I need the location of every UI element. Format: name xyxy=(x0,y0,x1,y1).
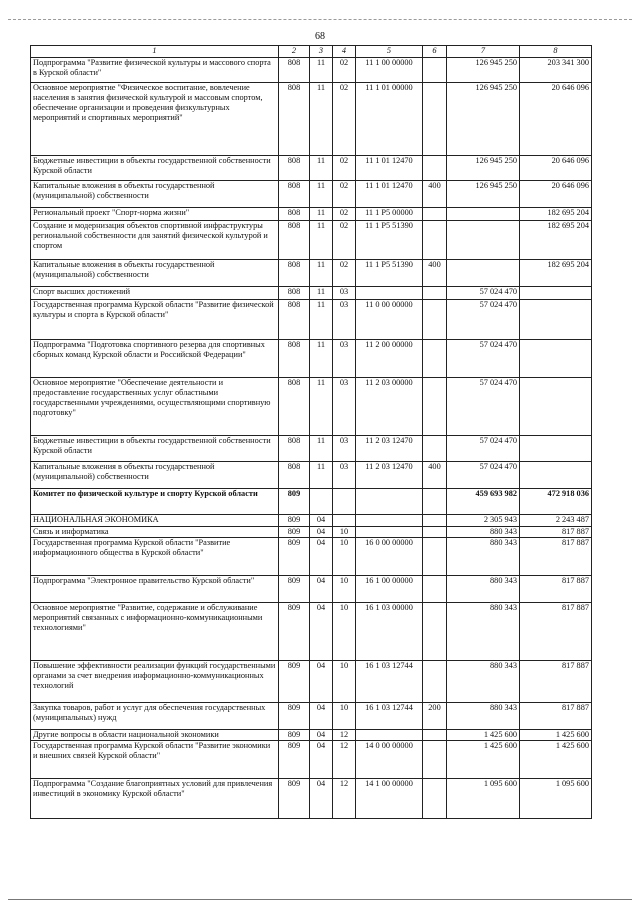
item-name: Капитальные вложения в объекты государственной (муниципальной) собственности xyxy=(31,260,279,287)
amount-year-2 xyxy=(520,287,592,300)
item-name: Региональный проект "Спорт-норма жизни" xyxy=(31,208,279,221)
item-name: Создание и модернизация объектов спортивной инфраструктуры региональной собственности для занятий физической культурой и спортом xyxy=(31,221,279,260)
subsection-code: 12 xyxy=(333,730,356,741)
section-code: 11 xyxy=(310,208,333,221)
ministry-code: 808 xyxy=(279,287,310,300)
col-header: 6 xyxy=(423,46,447,58)
amount-year-1: 126 945 250 xyxy=(447,58,520,83)
amount-year-2: 2 243 487 xyxy=(520,515,592,527)
subsection-code: 10 xyxy=(333,603,356,661)
ministry-code: 808 xyxy=(279,181,310,208)
item-name: Закупка товаров, работ и услуг для обеспечения государственных (муниципальных) нужд xyxy=(31,703,279,730)
col-header: 5 xyxy=(356,46,423,58)
target-article: 11 2 03 00000 xyxy=(356,378,423,436)
table-row xyxy=(31,703,592,730)
amount-year-2: 817 887 xyxy=(520,527,592,538)
target-article: 16 1 03 12744 xyxy=(356,661,423,703)
subsection-code: 02 xyxy=(333,260,356,287)
amount-year-2: 20 646 096 xyxy=(520,156,592,181)
target-article: 11 0 00 00000 xyxy=(356,300,423,340)
subsection-code xyxy=(333,515,356,527)
expense-type xyxy=(423,221,447,260)
col-header: 1 xyxy=(31,46,279,58)
section-code: 11 xyxy=(310,436,333,462)
amount-year-2 xyxy=(520,436,592,462)
ministry-code: 809 xyxy=(279,661,310,703)
subsection-code: 02 xyxy=(333,208,356,221)
table-row xyxy=(31,260,592,287)
table-row xyxy=(31,300,592,340)
amount-year-2: 817 887 xyxy=(520,661,592,703)
col-header: 4 xyxy=(333,46,356,58)
expense-type xyxy=(423,156,447,181)
ministry-code: 809 xyxy=(279,730,310,741)
amount-year-1: 126 945 250 xyxy=(447,181,520,208)
amount-year-1: 57 024 470 xyxy=(447,378,520,436)
item-name: Капитальные вложения в объекты государственной (муниципальной) собственности xyxy=(31,462,279,489)
amount-year-1: 880 343 xyxy=(447,603,520,661)
subsection-code: 10 xyxy=(333,538,356,576)
amount-year-2: 203 341 300 xyxy=(520,58,592,83)
table-row xyxy=(31,741,592,779)
table-row xyxy=(31,156,592,181)
amount-year-1: 880 343 xyxy=(447,661,520,703)
target-article: 11 1 P5 51390 xyxy=(356,260,423,287)
item-name: Другие вопросы в области национальной экономики xyxy=(31,730,279,741)
expense-type: 400 xyxy=(423,260,447,287)
item-name: Основное мероприятие "Физическое воспитание, вовлечение населения в занятия физической культурой и массовым спортом, обеспечение организации и проведения физкультурных мероприятий и спортивных мероприятий" xyxy=(31,83,279,156)
target-article: 14 1 00 00000 xyxy=(356,779,423,819)
subsection-code: 03 xyxy=(333,340,356,378)
expense-type: 200 xyxy=(423,703,447,730)
col-header: 2 xyxy=(279,46,310,58)
expense-type xyxy=(423,300,447,340)
ministry-code: 809 xyxy=(279,741,310,779)
item-name: Подпрограмма "Развитие физической культуры и массового спорта в Курской области" xyxy=(31,58,279,83)
amount-year-2 xyxy=(520,340,592,378)
expense-type xyxy=(423,779,447,819)
subsection-code: 12 xyxy=(333,779,356,819)
ministry-code: 809 xyxy=(279,538,310,576)
section-code: 04 xyxy=(310,538,333,576)
amount-year-1: 880 343 xyxy=(447,538,520,576)
expense-type xyxy=(423,378,447,436)
amount-year-2: 817 887 xyxy=(520,576,592,603)
expense-type xyxy=(423,661,447,703)
table-row xyxy=(31,287,592,300)
item-name: Подпрограмма "Электронное правительство Курской области" xyxy=(31,576,279,603)
target-article: 16 1 03 00000 xyxy=(356,603,423,661)
target-article: 16 1 00 00000 xyxy=(356,576,423,603)
target-article: 11 2 03 12470 xyxy=(356,462,423,489)
subsection-code: 02 xyxy=(333,221,356,260)
subsection-code: 03 xyxy=(333,287,356,300)
target-article: 11 1 P5 51390 xyxy=(356,221,423,260)
expense-type xyxy=(423,741,447,779)
section-code: 11 xyxy=(310,181,333,208)
amount-year-2: 182 695 204 xyxy=(520,260,592,287)
table-row xyxy=(31,378,592,436)
col-header: 3 xyxy=(310,46,333,58)
subsection-code: 02 xyxy=(333,83,356,156)
table-row xyxy=(31,208,592,221)
amount-year-2: 20 646 096 xyxy=(520,181,592,208)
section-code: 11 xyxy=(310,300,333,340)
subsection-code: 10 xyxy=(333,703,356,730)
scan-bottom-edge xyxy=(8,899,632,900)
target-article: 11 1 00 00000 xyxy=(356,58,423,83)
ministry-code: 808 xyxy=(279,378,310,436)
section-code: 11 xyxy=(310,260,333,287)
amount-year-2 xyxy=(520,378,592,436)
ministry-code: 808 xyxy=(279,436,310,462)
section-code xyxy=(310,489,333,515)
section-code: 04 xyxy=(310,603,333,661)
item-name: Связь и информатика xyxy=(31,527,279,538)
subsection-code: 10 xyxy=(333,661,356,703)
table-row xyxy=(31,489,592,515)
ministry-code: 809 xyxy=(279,603,310,661)
table-row xyxy=(31,181,592,208)
ministry-code: 808 xyxy=(279,83,310,156)
expense-type xyxy=(423,576,447,603)
section-code: 04 xyxy=(310,527,333,538)
target-article: 11 1 01 00000 xyxy=(356,83,423,156)
expense-type xyxy=(423,340,447,378)
amount-year-2: 817 887 xyxy=(520,538,592,576)
expense-type xyxy=(423,527,447,538)
subsection-code: 03 xyxy=(333,378,356,436)
expense-type: 400 xyxy=(423,462,447,489)
amount-year-1: 1 095 600 xyxy=(447,779,520,819)
section-code: 04 xyxy=(310,515,333,527)
target-article xyxy=(356,527,423,538)
table-row xyxy=(31,730,592,741)
subsection-code: 03 xyxy=(333,462,356,489)
item-name: Капитальные вложения в объекты государственной (муниципальной) собственности xyxy=(31,181,279,208)
expense-type xyxy=(423,515,447,527)
target-article: 16 1 03 12744 xyxy=(356,703,423,730)
subsection-code: 02 xyxy=(333,181,356,208)
target-article: 14 0 00 00000 xyxy=(356,741,423,779)
ministry-code: 808 xyxy=(279,208,310,221)
expense-type: 400 xyxy=(423,181,447,208)
amount-year-1: 57 024 470 xyxy=(447,300,520,340)
subsection-code: 02 xyxy=(333,156,356,181)
target-article xyxy=(356,515,423,527)
expense-type xyxy=(423,58,447,83)
expense-type xyxy=(423,603,447,661)
table-row xyxy=(31,515,592,527)
ministry-code: 809 xyxy=(279,515,310,527)
target-article: 11 1 01 12470 xyxy=(356,156,423,181)
item-name: Комитет по физической культуре и спорту Курской области xyxy=(31,489,279,515)
expense-type xyxy=(423,436,447,462)
ministry-code: 808 xyxy=(279,221,310,260)
section-code: 11 xyxy=(310,58,333,83)
expense-type xyxy=(423,287,447,300)
amount-year-1: 880 343 xyxy=(447,703,520,730)
scan-top-edge xyxy=(8,19,632,20)
col-header: 8 xyxy=(520,46,592,58)
amount-year-1: 880 343 xyxy=(447,576,520,603)
ministry-code: 808 xyxy=(279,300,310,340)
table-row xyxy=(31,576,592,603)
col-header: 7 xyxy=(447,46,520,58)
table-row xyxy=(31,779,592,819)
amount-year-1: 57 024 470 xyxy=(447,287,520,300)
amount-year-1: 1 425 600 xyxy=(447,730,520,741)
amount-year-1: 57 024 470 xyxy=(447,340,520,378)
item-name: Государственная программа Курской области "Развитие экономики и внешних связей Курской области" xyxy=(31,741,279,779)
target-article xyxy=(356,287,423,300)
amount-year-1: 126 945 250 xyxy=(447,156,520,181)
expense-type xyxy=(423,538,447,576)
item-name: Бюджетные инвестиции в объекты государственной собственности Курской области xyxy=(31,156,279,181)
amount-year-1 xyxy=(447,221,520,260)
subsection-code: 10 xyxy=(333,527,356,538)
subsection-code: 10 xyxy=(333,576,356,603)
ministry-code: 808 xyxy=(279,462,310,489)
section-code: 11 xyxy=(310,156,333,181)
table-row xyxy=(31,340,592,378)
section-code: 11 xyxy=(310,221,333,260)
target-article xyxy=(356,730,423,741)
table-row xyxy=(31,527,592,538)
item-name: Основное мероприятие "Обеспечение деятельности и предоставление государственных услуг областными государственными учреждениями, осуществляющими спортивную подготовку" xyxy=(31,378,279,436)
table-row xyxy=(31,538,592,576)
amount-year-1: 57 024 470 xyxy=(447,462,520,489)
amount-year-1: 459 693 982 xyxy=(447,489,520,515)
item-name: Государственная программа Курской области "Развитие информационного общества в Курской области" xyxy=(31,538,279,576)
amount-year-1: 2 305 943 xyxy=(447,515,520,527)
target-article: 11 1 P5 00000 xyxy=(356,208,423,221)
table-row xyxy=(31,58,592,83)
target-article: 11 2 00 00000 xyxy=(356,340,423,378)
section-code: 04 xyxy=(310,741,333,779)
amount-year-1 xyxy=(447,208,520,221)
budget-table xyxy=(30,45,592,819)
amount-year-2: 182 695 204 xyxy=(520,221,592,260)
section-code: 11 xyxy=(310,83,333,156)
amount-year-1: 57 024 470 xyxy=(447,436,520,462)
page-number: 68 xyxy=(315,31,325,42)
expense-type xyxy=(423,730,447,741)
item-name: Подпрограмма "Создание благоприятных условий для привлечения инвестиций в экономику Курской области" xyxy=(31,779,279,819)
amount-year-2: 20 646 096 xyxy=(520,83,592,156)
section-code: 11 xyxy=(310,378,333,436)
header-row xyxy=(31,46,592,58)
subsection-code xyxy=(333,489,356,515)
section-code: 11 xyxy=(310,340,333,378)
subsection-code: 03 xyxy=(333,436,356,462)
subsection-code: 02 xyxy=(333,58,356,83)
target-article xyxy=(356,489,423,515)
target-article: 11 2 03 12470 xyxy=(356,436,423,462)
item-name: Государственная программа Курской области "Развитие физической культуры и спорта в Курской области" xyxy=(31,300,279,340)
table-row xyxy=(31,436,592,462)
amount-year-2: 817 887 xyxy=(520,603,592,661)
table-row xyxy=(31,661,592,703)
section-code: 11 xyxy=(310,287,333,300)
section-code: 11 xyxy=(310,462,333,489)
item-name: НАЦИОНАЛЬНАЯ ЭКОНОМИКА xyxy=(31,515,279,527)
amount-year-1: 1 425 600 xyxy=(447,741,520,779)
amount-year-2: 472 918 036 xyxy=(520,489,592,515)
ministry-code: 808 xyxy=(279,340,310,378)
item-name: Повышение эффективности реализации функций государственными органами за счет внедрения информационно-коммуникационных технологий xyxy=(31,661,279,703)
table-row xyxy=(31,603,592,661)
amount-year-2: 1 425 600 xyxy=(520,741,592,779)
amount-year-2: 1 095 600 xyxy=(520,779,592,819)
ministry-code: 808 xyxy=(279,58,310,83)
amount-year-1: 880 343 xyxy=(447,527,520,538)
ministry-code: 809 xyxy=(279,489,310,515)
item-name: Бюджетные инвестиции в объекты государственной собственности Курской области xyxy=(31,436,279,462)
ministry-code: 808 xyxy=(279,260,310,287)
ministry-code: 809 xyxy=(279,779,310,819)
amount-year-2: 1 425 600 xyxy=(520,730,592,741)
section-code: 04 xyxy=(310,730,333,741)
ministry-code: 809 xyxy=(279,703,310,730)
section-code: 04 xyxy=(310,703,333,730)
ministry-code: 809 xyxy=(279,576,310,603)
expense-type xyxy=(423,83,447,156)
item-name: Спорт высших достижений xyxy=(31,287,279,300)
expense-type xyxy=(423,489,447,515)
item-name: Подпрограмма "Подготовка спортивного резерва для спортивных сборных команд Курской области и Российской Федерации" xyxy=(31,340,279,378)
amount-year-2: 182 695 204 xyxy=(520,208,592,221)
target-article: 16 0 00 00000 xyxy=(356,538,423,576)
target-article: 11 1 01 12470 xyxy=(356,181,423,208)
section-code: 04 xyxy=(310,661,333,703)
amount-year-1 xyxy=(447,260,520,287)
subsection-code: 03 xyxy=(333,300,356,340)
expense-type xyxy=(423,208,447,221)
subsection-code: 12 xyxy=(333,741,356,779)
ministry-code: 809 xyxy=(279,527,310,538)
table-row xyxy=(31,462,592,489)
section-code: 04 xyxy=(310,779,333,819)
table-row xyxy=(31,221,592,260)
section-code: 04 xyxy=(310,576,333,603)
amount-year-2: 817 887 xyxy=(520,703,592,730)
item-name: Основное мероприятие "Развитие, содержание и обслуживание мероприятий связанных с информационно-коммуникационными технологиями" xyxy=(31,603,279,661)
table-row xyxy=(31,83,592,156)
amount-year-1: 126 945 250 xyxy=(447,83,520,156)
amount-year-2 xyxy=(520,462,592,489)
ministry-code: 808 xyxy=(279,156,310,181)
amount-year-2 xyxy=(520,300,592,340)
